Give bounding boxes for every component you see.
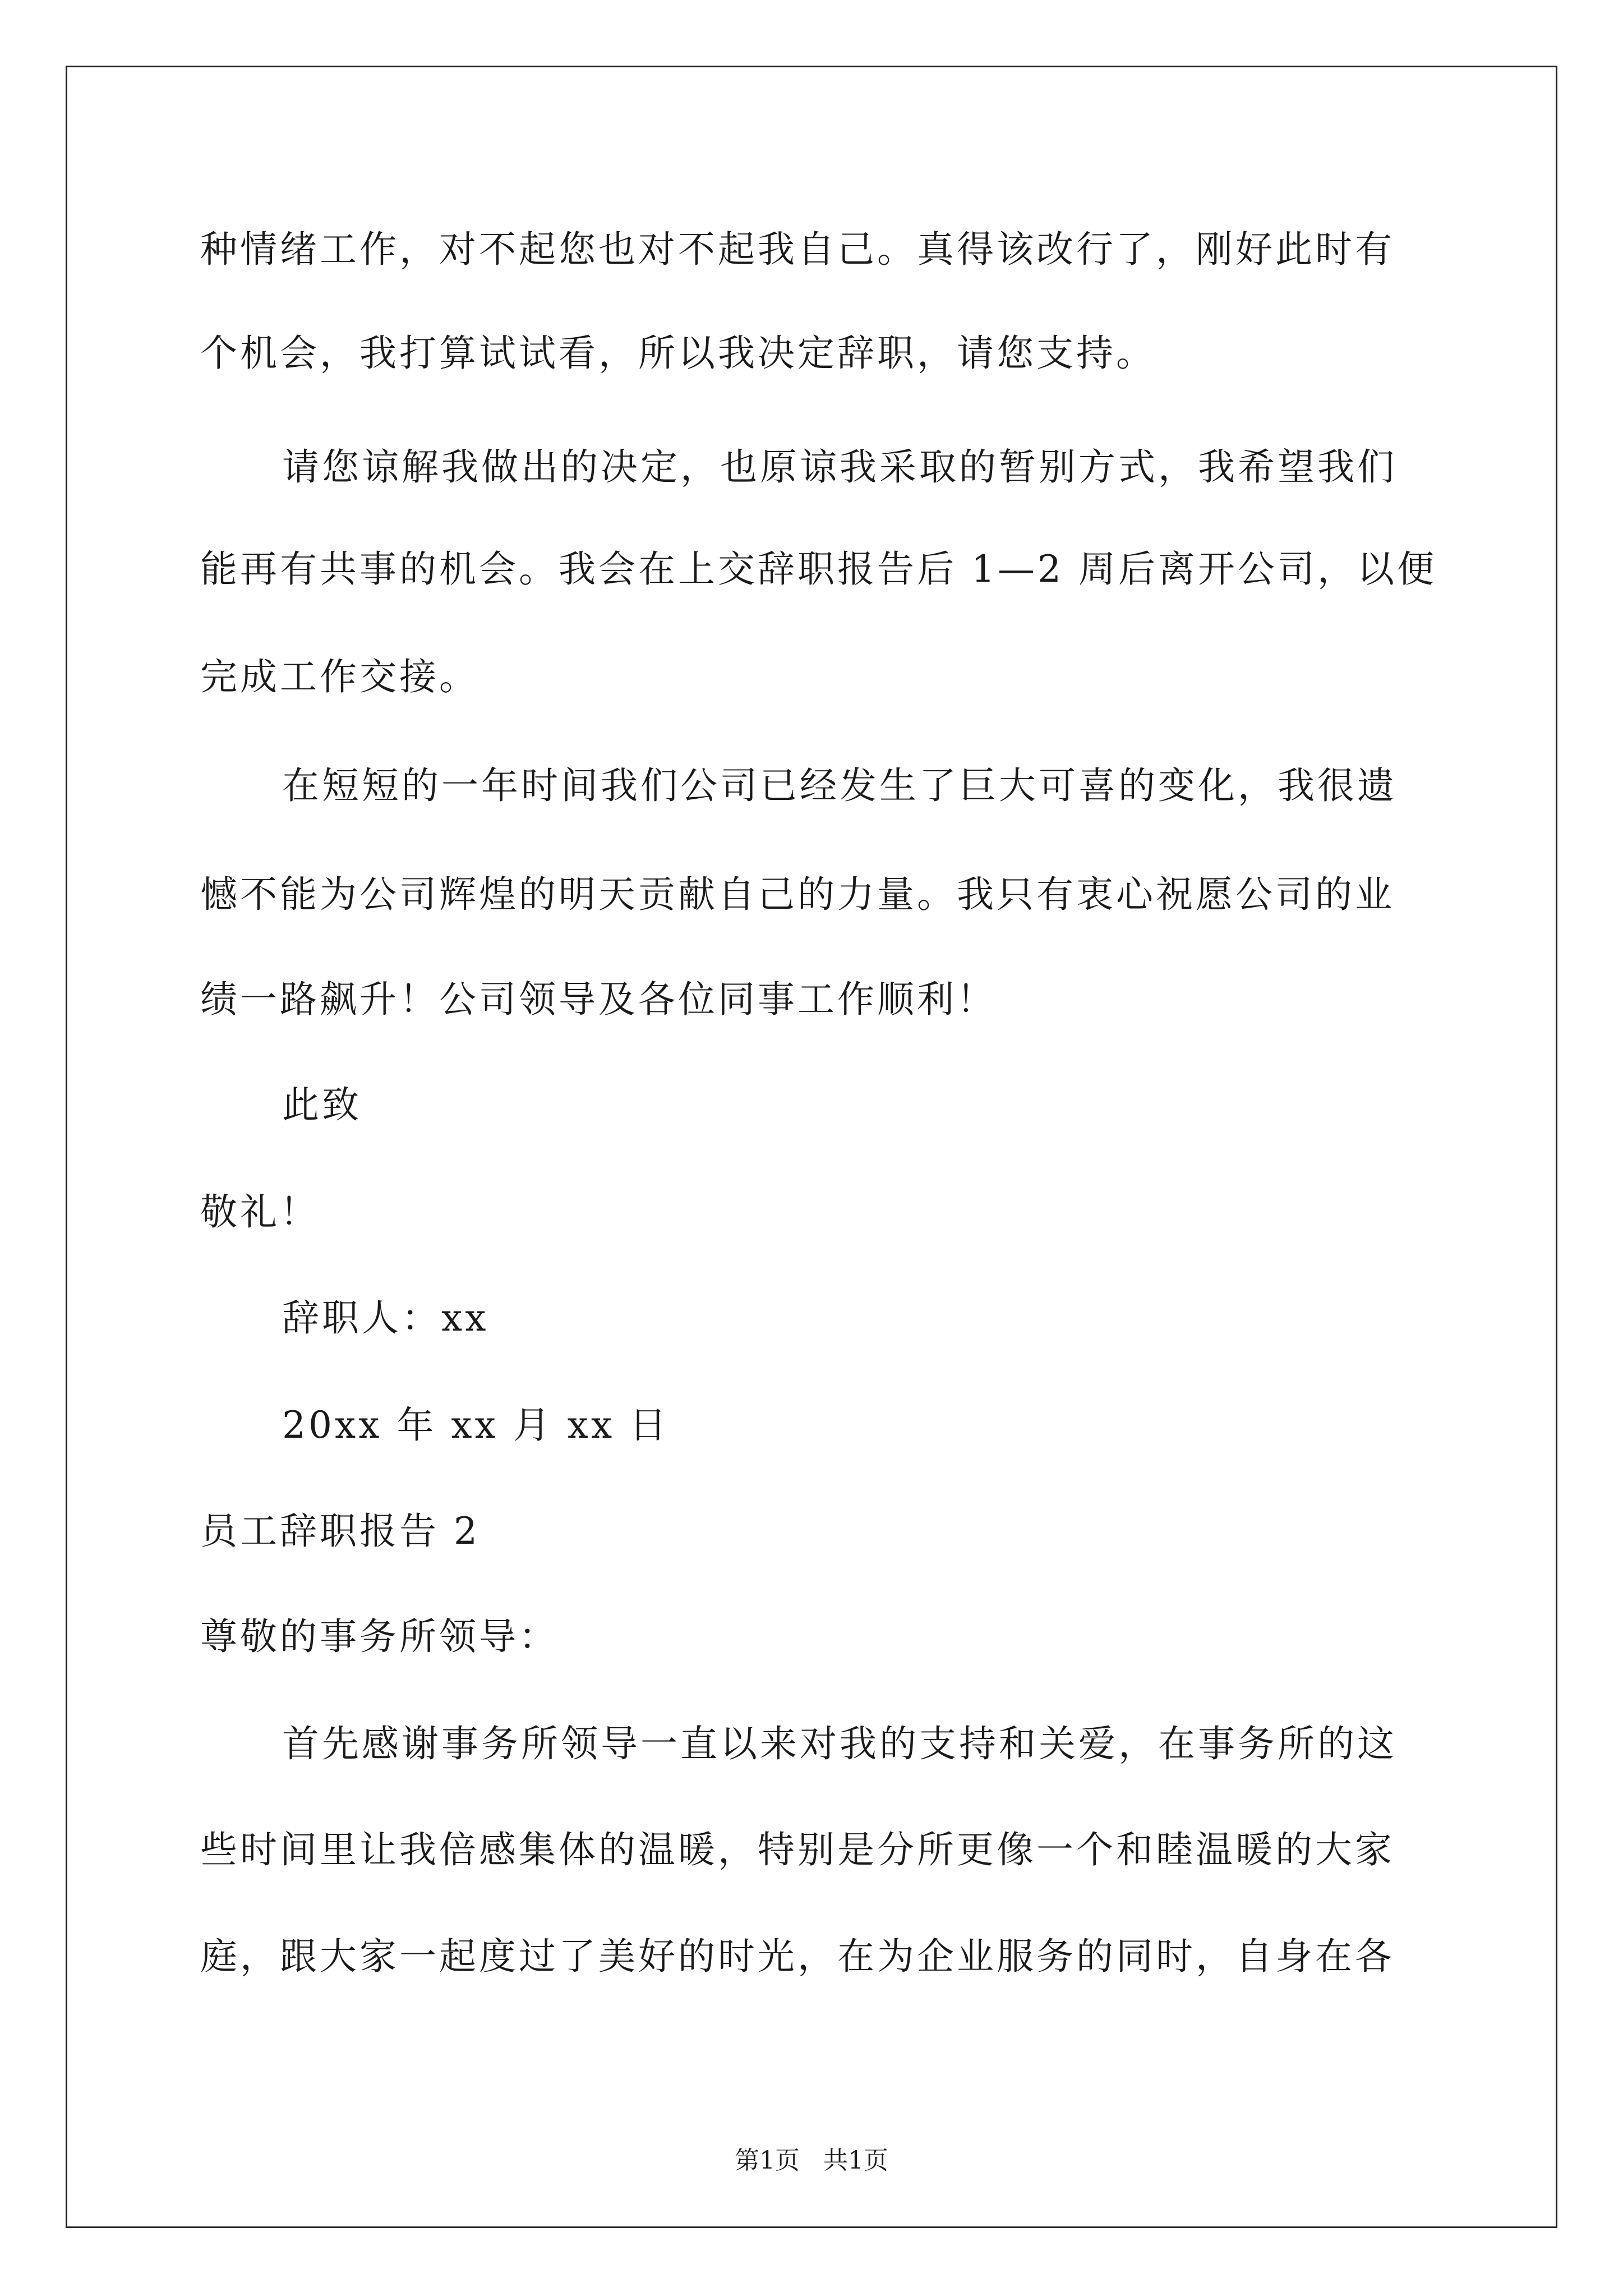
signature-line: 辞职人：xx	[282, 1296, 489, 1340]
greeting-line: 尊敬的事务所领导：	[200, 1615, 559, 1658]
body-text-line: 个机会，我打算试试看，所以我决定辞职，请您支持。	[200, 332, 1156, 375]
section-heading: 员工辞职报告 2	[200, 1510, 480, 1553]
body-text-line: 种情绪工作，对不起您也对不起我自己。真得该改行了，刚好此时有	[200, 228, 1395, 271]
paragraph-first-line: 在短短的一年时间我们公司已经发生了巨大可喜的变化，我很遗	[282, 764, 1397, 807]
paragraph-first-line: 首先感谢事务所领导一直以来对我的支持和关爱，在事务所的这	[282, 1722, 1397, 1765]
body-text-line: 憾不能为公司辉煌的明天贡献自己的力量。我只有衷心祝愿公司的业	[200, 873, 1395, 916]
closing-salutation: 此致	[282, 1083, 362, 1126]
body-text-line: 绩一路飙升！公司领导及各位同事工作顺利！	[200, 978, 997, 1021]
date-line: 20xx 年 xx 月 xx 日	[282, 1404, 670, 1447]
closing-regards: 敬礼！	[200, 1190, 320, 1234]
body-text-line: 些时间里让我倍感集体的温暖，特别是分所更像一个和睦温暖的大家	[200, 1828, 1395, 1871]
body-text-line: 完成工作交接。	[200, 655, 479, 698]
body-text-line: 庭，跟大家一起度过了美好的时光，在为企业服务的同时，自身在各	[200, 1935, 1395, 1978]
body-text-line: 能再有共事的机会。我会在上交辞职报告后 1—2 周后离开公司，以便	[200, 547, 1437, 591]
page-border	[66, 66, 1557, 2228]
paragraph-first-line: 请您谅解我做出的决定，也原谅我采取的暂别方式，我希望我们	[282, 445, 1397, 489]
page-number-footer: 第1页 共1页	[735, 2146, 888, 2175]
